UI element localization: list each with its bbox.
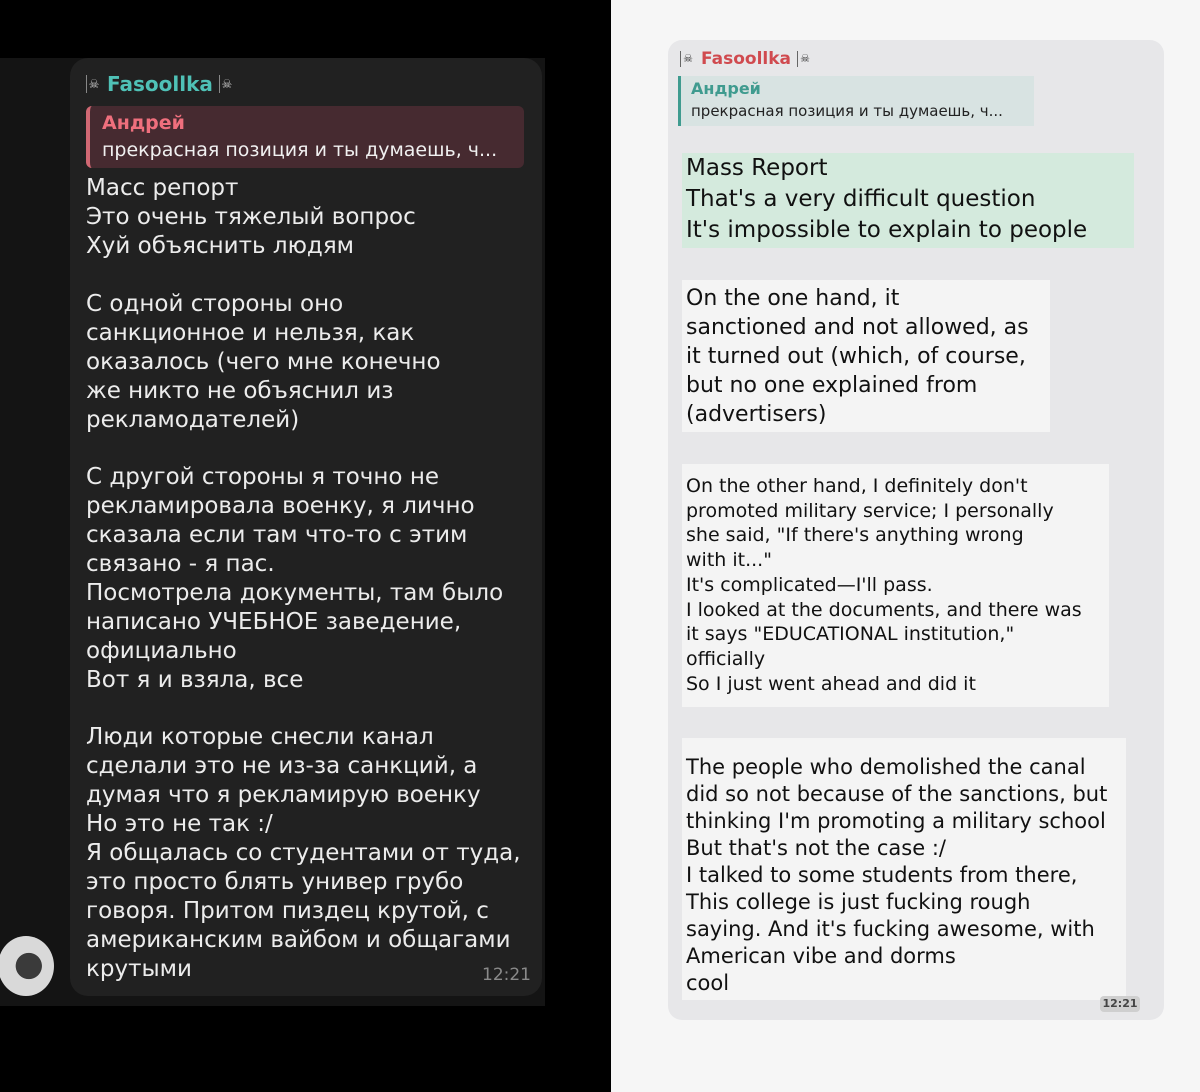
sender-avatar[interactable] xyxy=(0,936,54,996)
pirate-flag-icon: ☠ xyxy=(86,75,101,93)
message-paragraph: Люди которые снесли канал сделали это не из-за санкций, а думая что я рекламирую военку Но это не так :/ Я общалась со студентами от туда, это просто блять универ грубо говоря. Притом пиздец крутой, с американским вайбом и общагами крутыми xyxy=(86,724,521,982)
message-timestamp: 12:21 xyxy=(482,965,531,985)
message-paragraph: Масс репорт Это очень тяжелый вопрос Хуй объяснить людям xyxy=(86,175,416,259)
translated-paragraph: Mass Report That's a very difficult question It's impossible to explain to people xyxy=(682,153,1134,248)
translated-paragraph: The people who demolished the canal did so not because of the sanctions, but thinking I'm promoting a military school But that's not the case :/ I talked to some students from there, This college is just fucking rough saying. And it's fucking awesome, with American vibe and dorms cool xyxy=(682,738,1126,1000)
translated-timestamp: 12:21 xyxy=(1100,996,1140,1012)
translated-reply-preview: прекрасная позиция и ты думаешь, ч... xyxy=(691,102,1003,120)
sender-name-row[interactable] xyxy=(86,70,234,98)
translated-reply-quote[interactable] xyxy=(678,76,1034,126)
pirate-flag-icon: ☠ xyxy=(680,51,695,67)
pirate-flag-icon: ☠ xyxy=(797,51,812,67)
translated-reply-author: Андрей xyxy=(691,79,761,98)
message-paragraph: С другой стороны я точно не рекламировала военку, я лично сказала если там что-то с этим связано - я пас. Посмотрела документы, там было написано УЧЕБНОЕ заведение, официально Вот я и взяла, все xyxy=(86,464,504,693)
translated-paragraph: On the other hand, I definitely don't promoted military service; I personally she said, "If there's anything wrong with it..." It's complicated—I'll pass. I looked at the documents, and there was it says "EDUCATIONAL institution," officially So I just went ahead and did it xyxy=(682,464,1109,707)
translated-sender-name: Fasoollka xyxy=(701,49,791,69)
translated-paragraph: On the one hand, it sanctioned and not allowed, as it turned out (which, of course, but no one explained from (advertisers) xyxy=(682,280,1050,432)
translated-sender-row[interactable] xyxy=(680,48,812,70)
sender-name: Fasoollka xyxy=(107,72,213,96)
message-paragraph: С одной стороны оно санкционное и нельзя, как оказалось (чего мне конечно же никто не объяснил из рекламодателей) xyxy=(86,291,441,433)
reply-preview: прекрасная позиция и ты думаешь, ч... xyxy=(102,139,498,161)
bottom-blank xyxy=(0,1006,611,1092)
reply-quote[interactable] xyxy=(86,106,524,168)
pirate-flag-icon: ☠ xyxy=(219,75,234,93)
reply-author: Андрей xyxy=(102,112,185,134)
